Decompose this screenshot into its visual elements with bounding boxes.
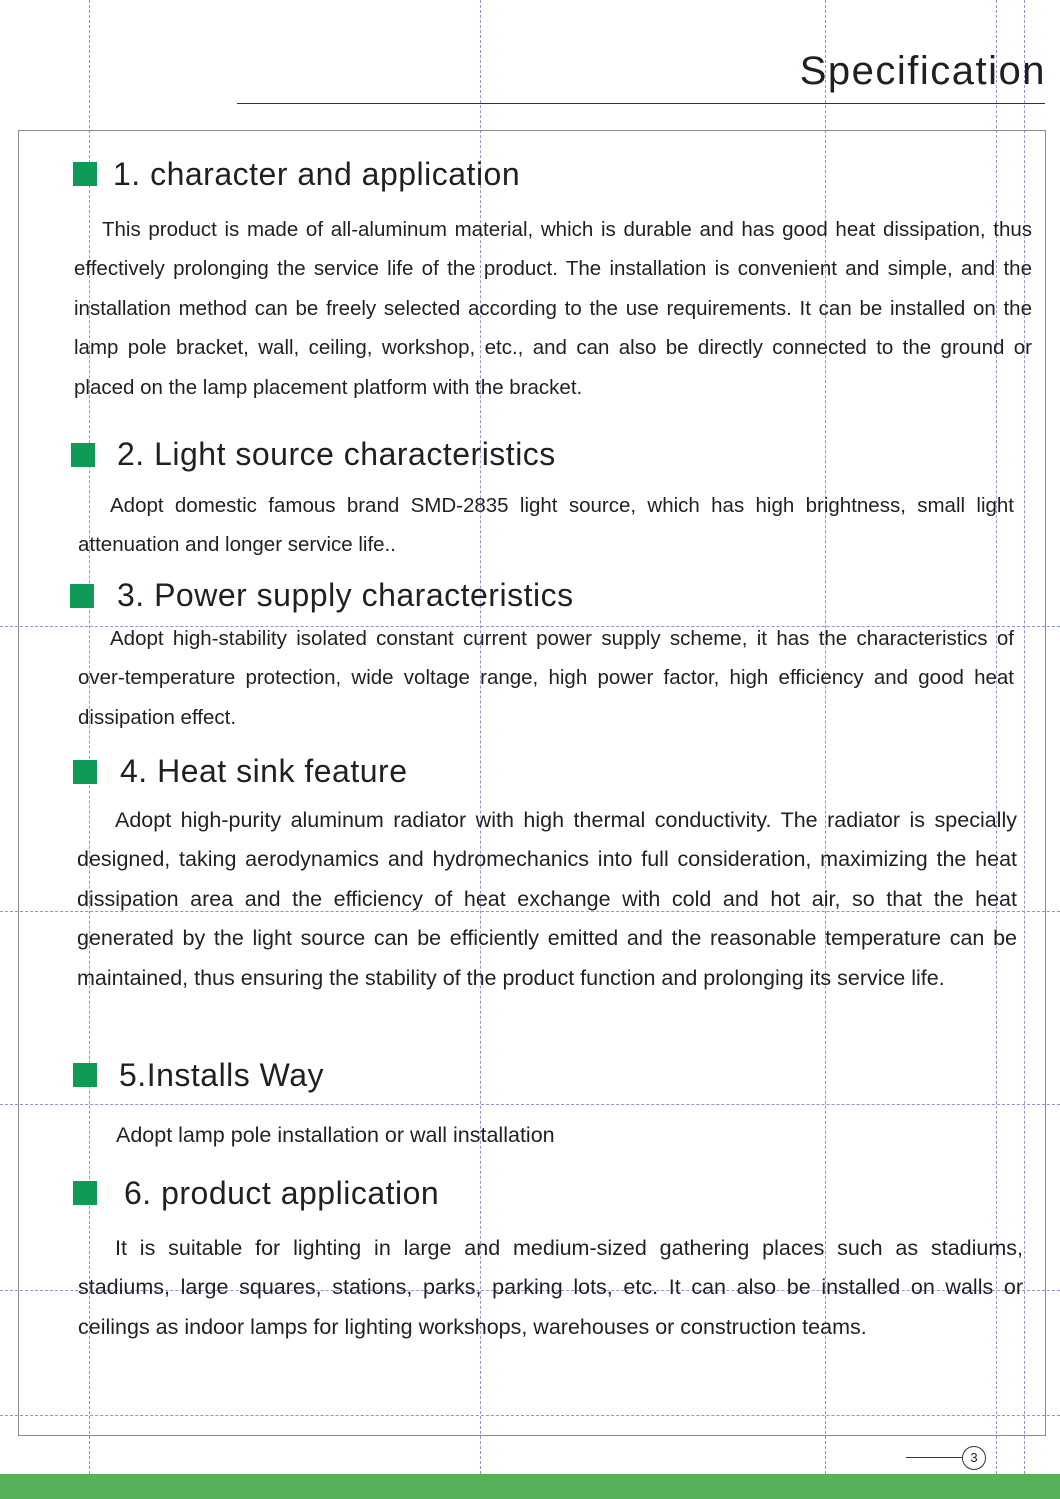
section-heading-character-application: 1. character and application (113, 156, 521, 192)
page-number: 3 (962, 1446, 986, 1470)
green-square-icon (71, 443, 95, 467)
page-number-rule (906, 1457, 962, 1458)
green-square-icon (73, 162, 97, 186)
green-square-icon (73, 760, 97, 784)
section-heading-product-application: 6. product application (124, 1175, 440, 1211)
section-body-product-application: It is suitable for lighting in large and medium-sized gathering places such as stadiums, stadiums, large squares, stations, parks, parking lots, etc. It can also be installed on walls or ceilings as indoor lamps for lighting workshops, warehouses or construction teams. (78, 1236, 1023, 1339)
section-heading-heat-sink: 4. Heat sink feature (120, 753, 408, 789)
section-heading-power-supply: 3. Power supply characteristics (117, 577, 574, 613)
section-body-light-source: Adopt domestic famous brand SMD-2835 light source, which has high brightness, small light attenuation and longer service life.. (78, 494, 1014, 557)
section-body-heat-sink: Adopt high-purity aluminum radiator with high thermal conductivity. The radiator is specially designed, taking aerodynamics and hydromechanics into full consideration, maximizing the heat dissipation area and the efficiency of heat exchange with cold and hot air, so that the heat generated by the light source can be efficiently emitted and the reasonable temperature can be maintained, thus ensuring the stability of the product function and prolonging its service life. (77, 808, 1017, 990)
bottom-green-bar (0, 1474, 1060, 1499)
green-square-icon (73, 1063, 97, 1087)
green-square-icon (70, 584, 94, 608)
section-heading-installs-way: 5.Installs Way (119, 1057, 324, 1093)
section-heading-light-source: 2. Light source characteristics (117, 436, 556, 472)
section-body-installs-way: Adopt lamp pole installation or wall installation (116, 1123, 555, 1147)
title-underline (237, 103, 1045, 104)
section-body-character-application: This product is made of all-aluminum material, which is durable and has good heat dissipation, thus effectively prolonging the service life of the product. The installation is convenient and simple, and the installation method can be freely selected according to the use requirements. It can be installed on the lamp pole bracket, wall, ceiling, workshop, etc., and can also be directly connected to the ground or placed on the lamp placement platform with the bracket. (74, 218, 1032, 399)
page-title: Specification (799, 49, 1046, 93)
green-square-icon (73, 1181, 97, 1205)
section-body-power-supply: Adopt high-stability isolated constant current power supply scheme, it has the characteristics of over-temperature protection, wide voltage range, high power factor, high efficiency and good heat dissipation effect. (78, 627, 1014, 729)
